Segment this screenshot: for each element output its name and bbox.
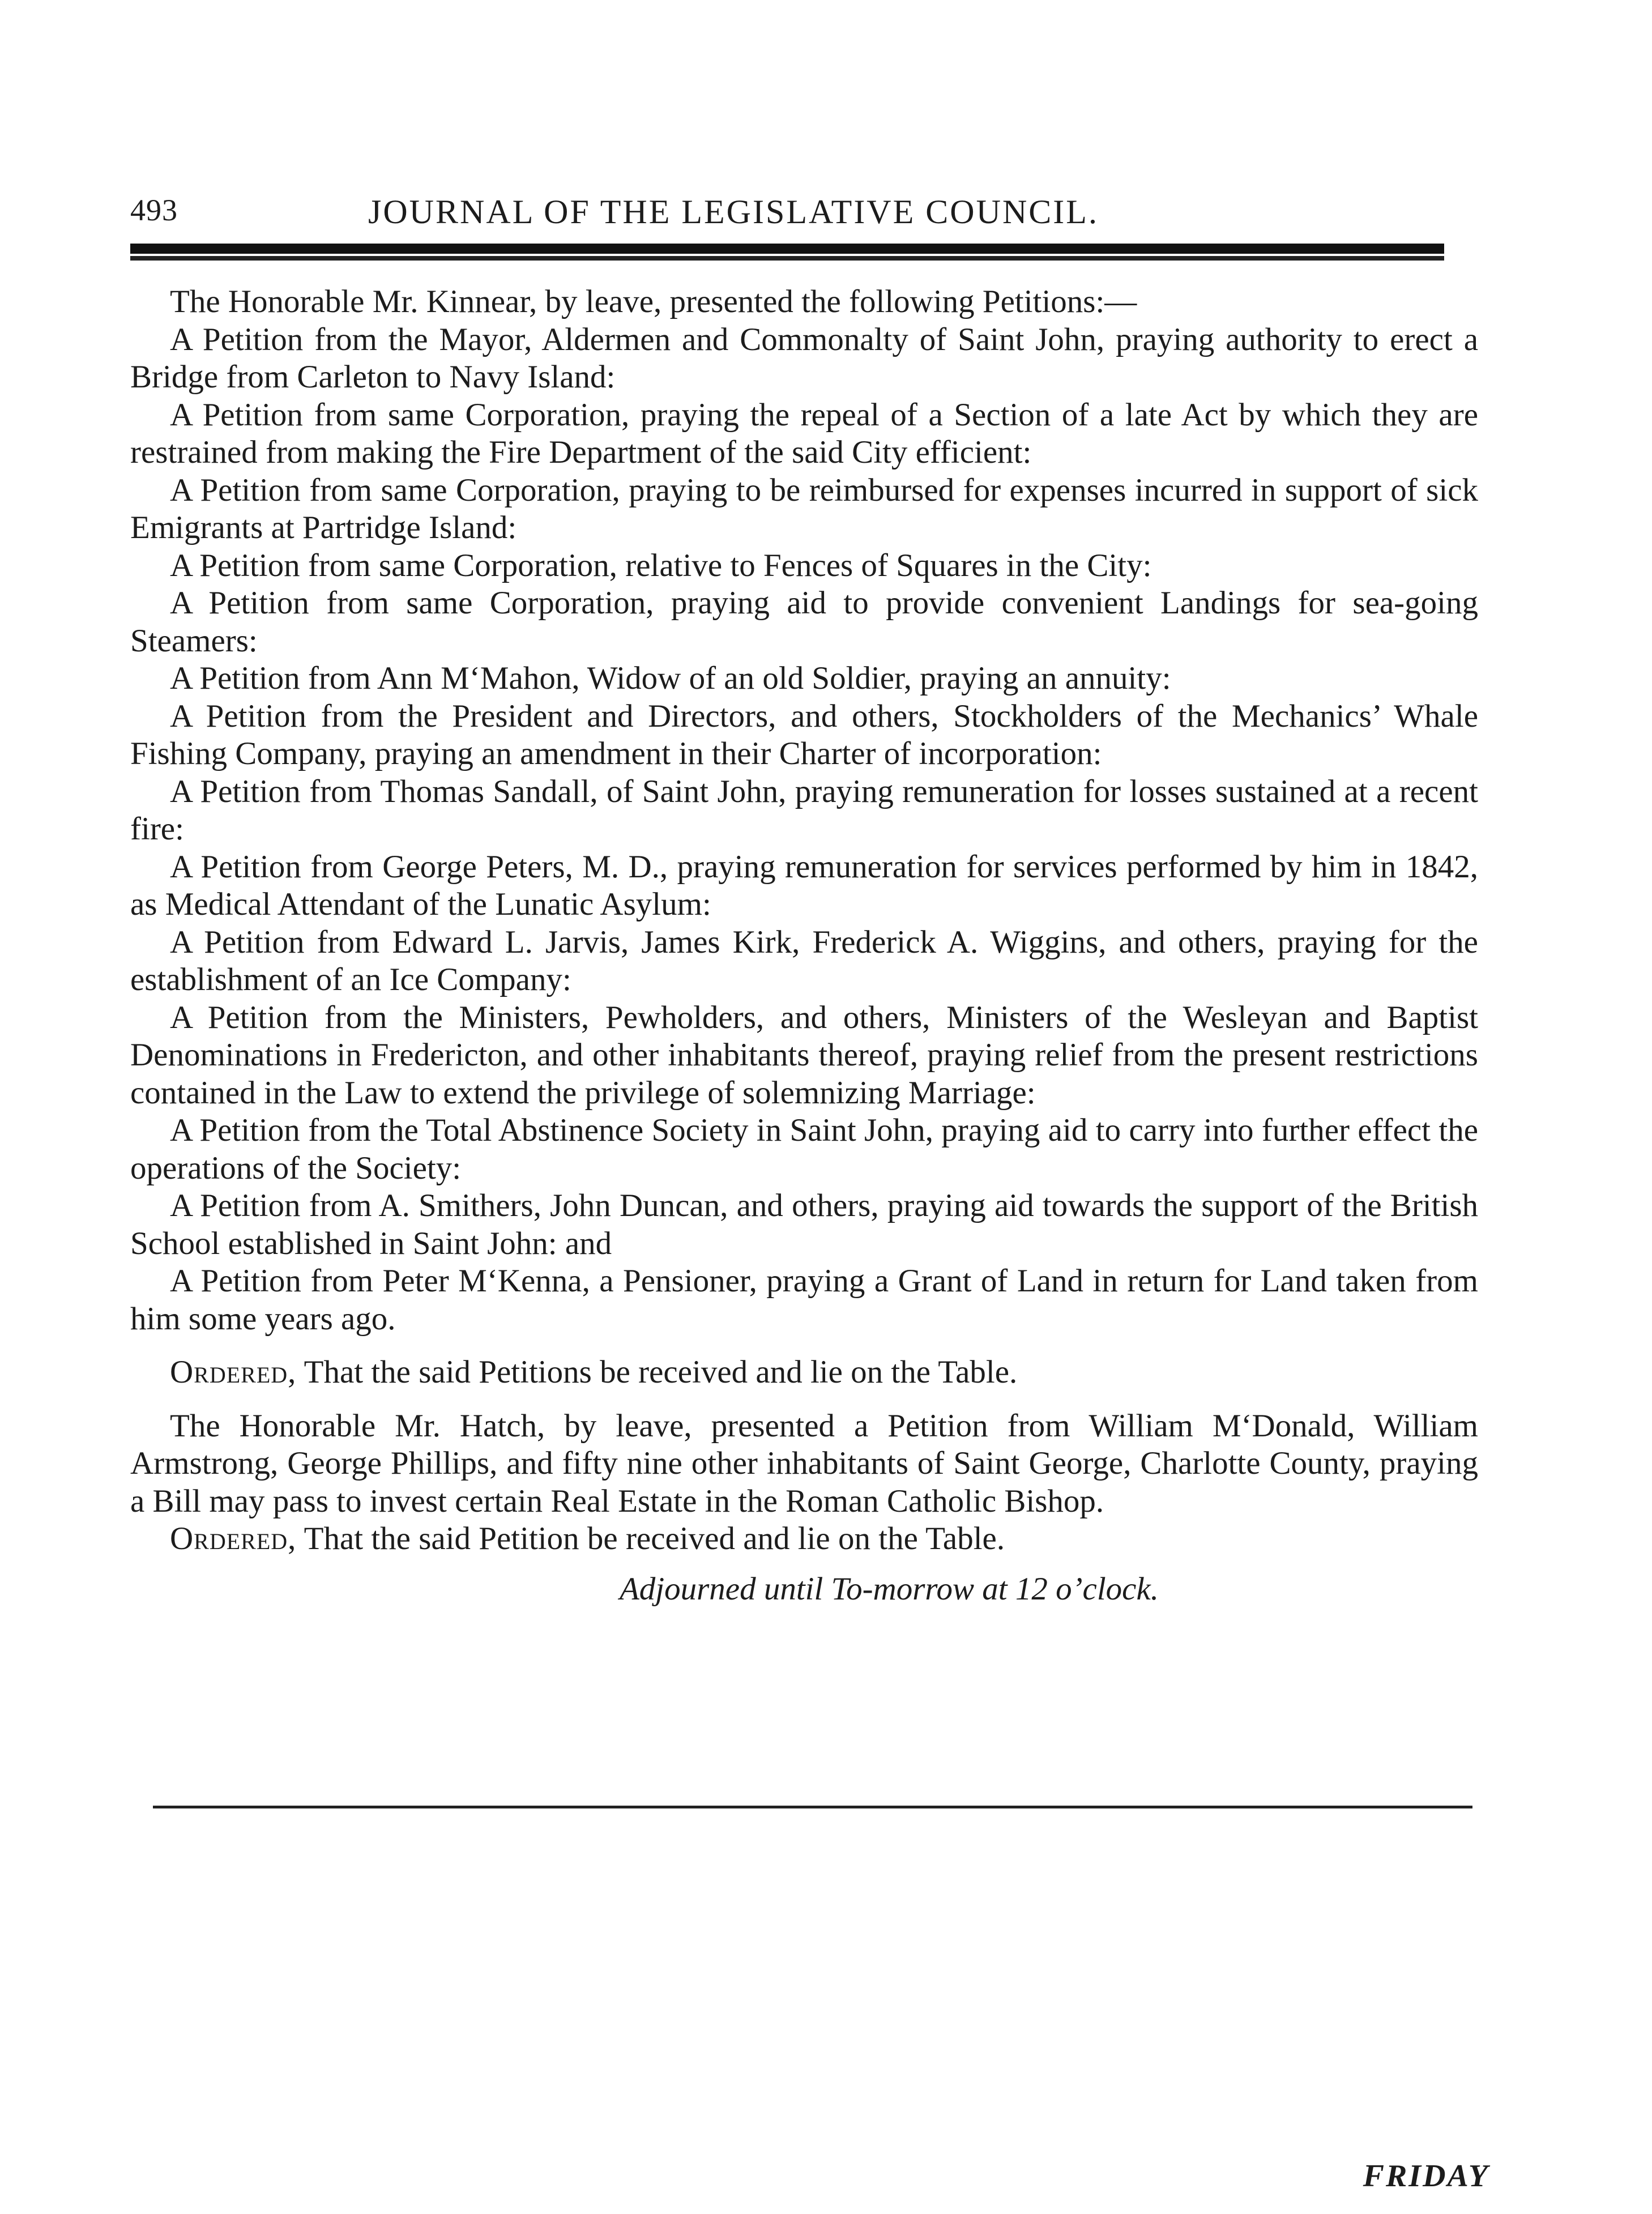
page-content	[130, 181, 1489, 2194]
page-number: 493	[130, 193, 178, 227]
petition-item: A Petition from same Corporation, praying to be reimbursed for expenses incurred in support of sick Emigrants at Partridge Island:	[130, 472, 1478, 545]
ordered-label: Ordered,	[170, 1354, 297, 1390]
footer-rule	[153, 1806, 1472, 1808]
petition-item: A Petition from George Peters, M. D., praying remuneration for services performed by him in 1842, as Medical Attendant of the Lunatic Asylum:	[130, 848, 1478, 922]
ordered-paragraph-2	[130, 1520, 1478, 1558]
adjournment-note: Adjourned until To-morrow at 12 o’clock.	[619, 1571, 1159, 1607]
petition-item: A Petition from Peter M‘Kenna, a Pensioner, praying a Grant of Land in return for Land taken from him some years ago.	[130, 1263, 1478, 1337]
petition-item: A Petition from the Ministers, Pewholders, and others, Ministers of the Wesleyan and Baptist Denominations in Fredericton, and other inhabitants thereof, praying relief from the present restrictions contained in the Law to extend the privilege of solemnizing Marriage:	[130, 999, 1478, 1111]
catchword: FRIDAY	[1363, 2158, 1489, 2194]
petition-item: A Petition from same Corporation, praying aid to provide convenient Landings for sea-going Steamers:	[130, 585, 1478, 659]
petition-item: A Petition from same Corporation, praying the repeal of a Section of a late Act by which they are restrained from making the Fire Department of the said City efficient:	[130, 396, 1478, 470]
petition-item: A Petition from same Corporation, relative to Fences of Squares in the City:	[170, 547, 1152, 583]
journal-body	[130, 283, 1478, 1608]
ordered-label: Ordered,	[170, 1521, 297, 1556]
petition-item: A Petition from Thomas Sandall, of Saint John, praying remuneration for losses sustained at a recent fire:	[130, 773, 1478, 847]
paragraph-intro-kinnear: The Honorable Mr. Kinnear, by leave, presented the following Petitions:—	[170, 284, 1137, 319]
ordered-paragraph-1	[130, 1354, 1478, 1392]
petition-item: A Petition from Ann M‘Mahon, Widow of an old Soldier, praying an annuity:	[170, 660, 1171, 696]
petition-item: A Petition from Edward L. Jarvis, James Kirk, Frederick A. Wiggins, and others, praying for the establishment of an Ice Company:	[130, 924, 1478, 997]
petition-item: A Petition from the Total Abstinence Society in Saint John, praying aid to carry into further effect the operations of the Society:	[130, 1112, 1478, 1186]
paragraph-intro-hatch: The Honorable Mr. Hatch, by leave, presented a Petition from William M‘Donald, William Armstrong, George Phillips, and fifty nine other inhabitants of Saint George, Charlotte County, praying a Bill may pass to invest certain Real Estate in the Roman Catholic Bishop.	[130, 1407, 1478, 1519]
page-header	[130, 181, 1489, 244]
petition-item: A Petition from the President and Directors, and others, Stockholders of the Mechanics’ Whale Fishing Company, praying an amendment in their Charter of incorporation:	[130, 698, 1478, 771]
petition-item: A Petition from A. Smithers, John Duncan, and others, praying aid towards the support of the British School established in Saint John: and	[130, 1188, 1478, 1261]
ordered-text: That the said Petition be received and lie on the Table.	[296, 1521, 1005, 1556]
header-rule	[130, 244, 1444, 256]
ordered-text: That the said Petitions be received and lie on the Table.	[296, 1354, 1018, 1390]
petition-item: A Petition from the Mayor, Aldermen and Commonalty of Saint John, praying authority to erect a Bridge from Carleton to Navy Island:	[130, 321, 1478, 395]
running-title: JOURNAL OF THE LEGISLATIVE COUNCIL.	[368, 193, 1099, 231]
